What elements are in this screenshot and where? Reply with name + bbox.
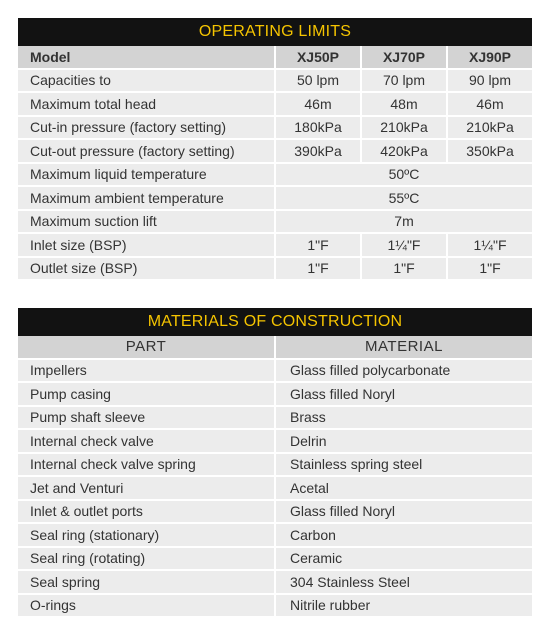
table-row [18,258,532,282]
part-cell: Inlet & outlet ports [18,501,274,525]
table-row [18,187,532,211]
model-header: Model [18,46,274,70]
row-value: 46m [274,93,360,117]
operating-limits-table [18,18,532,281]
row-value: 70 lpm [360,70,446,94]
part-cell: Pump casing [18,383,274,407]
row-value: 48m [360,93,446,117]
row-value: 1"F [446,258,532,282]
table-row [18,70,532,94]
part-cell: Internal check valve spring [18,454,274,478]
part-cell: Jet and Venturi [18,477,274,501]
table-row [18,548,532,572]
row-label: Inlet size (BSP) [18,234,274,258]
material-cell: Delrin [274,430,532,454]
table-row [18,140,532,164]
row-label: Outlet size (BSP) [18,258,274,282]
row-label: Maximum suction lift [18,211,274,235]
row-label: Maximum ambient temperature [18,187,274,211]
part-cell: Impellers [18,360,274,384]
row-label: Capacities to [18,70,274,94]
row-value: 390kPa [274,140,360,164]
row-value: 50ºC [274,164,532,188]
material-header: MATERIAL [274,336,532,360]
row-value: 90 lpm [446,70,532,94]
table-row [18,571,532,595]
row-label: Maximum liquid temperature [18,164,274,188]
materials-header-row [18,336,532,360]
row-value: 1¼"F [360,234,446,258]
part-cell: Seal ring (rotating) [18,548,274,572]
material-cell: Glass filled polycarbonate [274,360,532,384]
row-value: 55ºC [274,187,532,211]
row-value: 1"F [274,258,360,282]
part-header: PART [18,336,274,360]
table-row [18,454,532,478]
material-cell: Brass [274,407,532,431]
table-row [18,93,532,117]
table-row [18,430,532,454]
table-row [18,211,532,235]
materials-table [18,308,532,618]
material-cell: Carbon [274,524,532,548]
part-cell: Pump shaft sleeve [18,407,274,431]
row-value: 1¼"F [446,234,532,258]
material-cell: Ceramic [274,548,532,572]
part-cell: Seal spring [18,571,274,595]
materials-title: MATERIALS OF CONSTRUCTION [18,308,532,336]
row-label: Maximum total head [18,93,274,117]
table-row [18,595,532,619]
material-cell: 304 Stainless Steel [274,571,532,595]
table-row [18,117,532,141]
row-value: 1"F [360,258,446,282]
row-label: Cut-out pressure (factory setting) [18,140,274,164]
model-xj90p: XJ90P [446,46,532,70]
model-xj70p: XJ70P [360,46,446,70]
part-cell: Seal ring (stationary) [18,524,274,548]
row-value: 180kPa [274,117,360,141]
table-row [18,360,532,384]
part-cell: Internal check valve [18,430,274,454]
row-label: Cut-in pressure (factory setting) [18,117,274,141]
table-row [18,164,532,188]
row-value: 210kPa [360,117,446,141]
row-value: 210kPa [446,117,532,141]
row-value: 7m [274,211,532,235]
row-value: 420kPa [360,140,446,164]
row-value: 50 lpm [274,70,360,94]
table-row [18,407,532,431]
table-row [18,234,532,258]
material-cell: Glass filled Noryl [274,501,532,525]
row-value: 46m [446,93,532,117]
model-xj50p: XJ50P [274,46,360,70]
part-cell: O-rings [18,595,274,619]
material-cell: Glass filled Noryl [274,383,532,407]
operating-limits-header-row [18,46,532,70]
table-row [18,383,532,407]
material-cell: Stainless spring steel [274,454,532,478]
row-value: 1"F [274,234,360,258]
operating-limits-title: OPERATING LIMITS [18,18,532,46]
material-cell: Nitrile rubber [274,595,532,619]
material-cell: Acetal [274,477,532,501]
table-row [18,477,532,501]
table-row [18,501,532,525]
row-value: 350kPa [446,140,532,164]
table-row [18,524,532,548]
